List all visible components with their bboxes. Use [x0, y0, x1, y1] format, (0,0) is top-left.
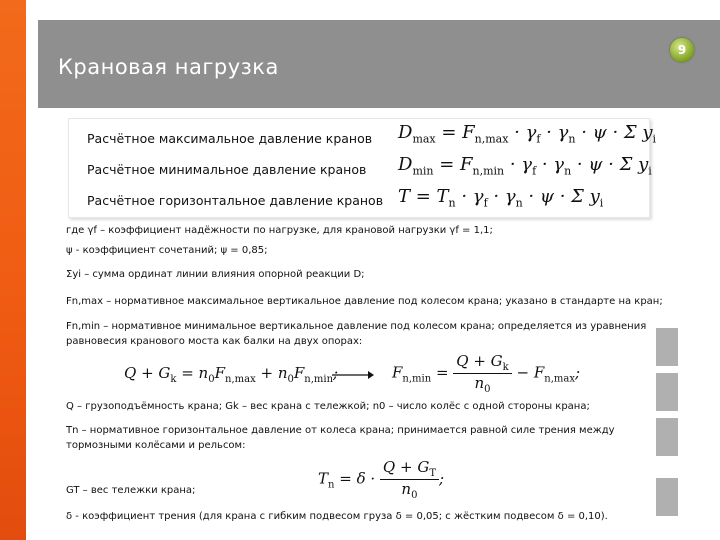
definition-label-min: Расчётное минимальное давление кранов	[87, 162, 367, 177]
text-psi: ψ - коэффициент сочетаний; ψ = 0,85;	[66, 245, 268, 256]
left-white-strip	[26, 0, 38, 540]
text-gamma-f: где γf – коэффициент надёжности по нагрузке, для крановой нагрузки γf = 1,1;	[66, 225, 493, 236]
page-number-badge: 9	[670, 38, 694, 62]
arrow-icon	[332, 370, 374, 380]
decor-stripe	[656, 328, 678, 366]
formula-t: $T = T_n \cdot \gamma_f \cdot \gamma_n \cdot \psi \cdot \Sigma$ $y_i$	[398, 186, 604, 210]
text-gt: GT – вес тележки крана;	[66, 485, 196, 496]
decor-stripe	[656, 373, 678, 411]
text-tn-cont: тормозными колёсами и рельсом:	[66, 440, 246, 451]
text-fn-min-cont: равновесия кранового моста как балки на двух опорах:	[66, 336, 363, 347]
formula-dmin: $D_{min} = F_{n,min} \cdot \gamma_f \cdot \gamma_n \cdot \psi \cdot \Sigma$ $y_i$	[398, 154, 652, 178]
definition-label-horizontal: Расчётное горизонтальное давление кранов	[87, 193, 384, 208]
text-fn-min: Fn,min – нормативное минимальное вертикальное давление под колесом крана; определяется из уравнения	[66, 321, 647, 332]
text-fn-max: Fn,max – нормативное максимальное вертикальное давление под колесом крана; указано в стандарте на кран;	[66, 296, 663, 307]
left-accent-bar	[0, 0, 26, 540]
decor-stripe	[656, 478, 678, 516]
text-delta: δ - коэффициент трения (для крана с гибким подвесом груза δ = 0,05; с жёстким подвесом δ = 0,10).	[66, 511, 608, 522]
definition-label-max: Расчётное максимальное давление кранов	[87, 131, 373, 146]
text-sum-y: Σyi – сумма ординат линии влияния опорной реакции D;	[66, 269, 365, 280]
text-tn: Tn – нормативное горизонтальное давление от колеса крана; принимается равной силе трения между	[66, 425, 615, 436]
equation-tn: $T_n = \delta$ · $\frac{Q + G_T}{n_0}$ ;	[318, 458, 445, 501]
slide-title: Крановая нагрузка	[58, 55, 279, 79]
text-q-gk-n0: Q – грузоподъёмность крана; Gk – вес крана с тележкой; n0 – число колёс с одной стороны крана;	[66, 401, 590, 412]
equation-balance: $Q + G_k = n_0F_{n,max} + n_0F_{n,min}$;	[124, 364, 339, 385]
equation-fn-min: $F_{n,min}$ = $\frac{Q + G_k}{n_0}$ − $F_{n,max}$;	[392, 352, 581, 395]
decor-stripe	[656, 418, 678, 456]
formula-dmax: $D_{max} = F_{n,max} \cdot \gamma_f \cdot \gamma_n \cdot \psi \cdot \Sigma$ $y_i$	[398, 122, 657, 146]
